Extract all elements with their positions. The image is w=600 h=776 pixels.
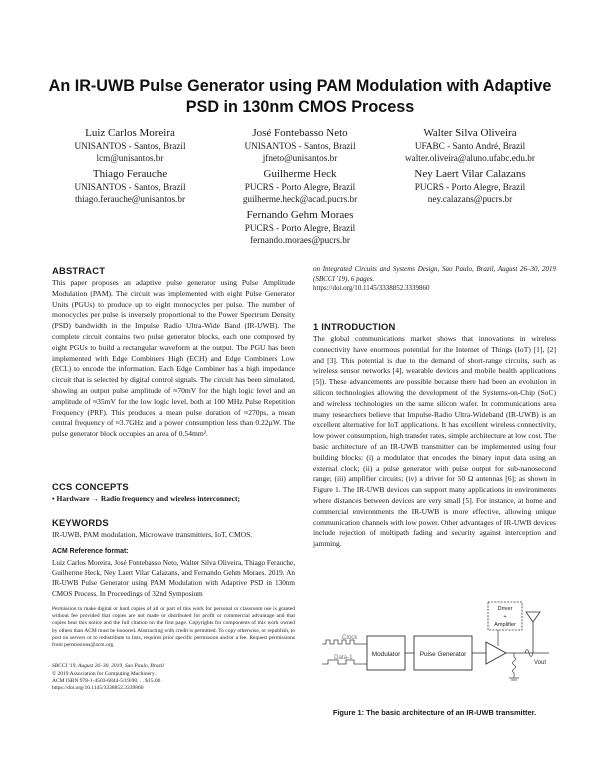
ccs-heading: CCS CONCEPTS (52, 481, 129, 492)
plus-label: + (503, 614, 507, 620)
author-name: Ney Laert Vilar Calazans (414, 168, 526, 180)
acm-ref-doi[interactable]: https://doi.org/10.1145/3338852.3339860 (313, 284, 430, 292)
permission-text: Permission to make digital or hard copies of all or part of this work for personal or classroom use is granted without fee provided that copies are not made or distributed for profit or commercial advantage and that copies bear this notice and the full citation on the first page. Copyrights for components of this work owned by others than ACM must be honored. Abstracting with credit is permitted. To copy otherwise, or republish, to post on servers or to redistribute to lists, requires prior specific permission and/or a fee. Request permissions from permissions@acm.org. (52, 606, 295, 649)
author-name: José Fontebasso Neto (252, 127, 348, 139)
modulator-label: Modulator (371, 651, 401, 658)
author-block (35, 167, 225, 205)
introduction-heading: 1 INTRODUCTION (313, 321, 396, 332)
data-label: Data-1 (334, 654, 353, 661)
author-email: jfneto@unisantos.br (262, 153, 338, 164)
paper-title: An IR-UWB Pulse Generator using PAM Modulation with Adaptive PSD in 130nm CMOS Process (48, 77, 552, 116)
inductor-coil (513, 653, 516, 678)
author-affiliation: PUCRS - Porto Alegre, Brazil (244, 182, 356, 192)
author-email: lcm@unisantos.br (96, 153, 164, 164)
author-affiliation: UNISANTOS - Santos, Brazil (244, 141, 356, 151)
author-block (375, 126, 565, 164)
clock-label: Clock (342, 634, 358, 641)
author-email: ney.calazans@pucrs.br (427, 194, 513, 205)
author-email: fernando.moraes@pucrs.br (250, 235, 350, 246)
author-affiliation: UNISANTOS - Santos, Brazil (74, 141, 186, 151)
acm-ref-heading: ACM Reference format: (52, 548, 129, 555)
pulse-generator-label: Pulse Generator (419, 651, 467, 658)
author-name: Guilherme Heck (263, 168, 337, 180)
author-affiliation: PUCRS - Porto Alegre, Brazil (244, 223, 356, 233)
author-name: Fernando Gehm Moraes (246, 209, 354, 221)
amplifier-label: Amplifier (494, 622, 516, 628)
abstract-text: This paper proposes an adaptive pulse generator using Pulse Amplitude Modulation (PAM). The circuit was implemented with eight Pulse Generator Units (PGUs) to produce up to eight monocycles per pulse. The number of monocycles per pulse is inversely proportional to the Power Spectrum Density (PSD) bandwidth in the Impulse Radio Ultra-Wide Band (IR-UWB). The complete circuit contains two pulse generator blocks, each one composed by eight PGUs to build a rectangular waveform at the output. The PGU has been implemented with Edge Combiners High (ECH) and Edge Combiners Low (ECL) to encode the information. Each Edge Combiner has a high impedance circuit that is selected by digital control signals. The circuit has been simulated, showing an output pulse amplitude of ≈70mV for the high logic level and an amplitude of ≈35mV for the low logic level, both at 100 MHz Pulse Repetition Frequency (PRF). This produces a mean pulse duration of ≈270ps, a mean central frequency of ≈3.7GHz and a power consumption less than 0.22µW. The pulse generator block occupies an area of 0.54mm². (52, 278, 295, 439)
figure-caption: Figure 1: The basic architecture of an IR-UWB transmitter. (332, 708, 537, 717)
author-name: Luiz Carlos Moreira (85, 127, 175, 139)
author-block (205, 208, 395, 246)
author-block (205, 126, 395, 164)
acm-ref-continued: on Integrated Circuits and Systems Design, Sao Paulo, Brazil, August 26–30, 2019 (SBCCI '19), 6 pages. (313, 265, 556, 283)
author-email: guilherme.heck@acad.pucrs.br (242, 194, 358, 205)
author-block (375, 167, 565, 205)
venue-line: SBCCI '19, August 26–30, 2019, Sao Paulo, Brazil (52, 663, 164, 669)
author-affiliation: UNISANTOS - Santos, Brazil (74, 182, 186, 192)
author-name: Thiago Ferauche (92, 168, 168, 180)
introduction-text: The global communications market shows that innovations in wireless connectivity have enormous potential for the Internet of Things (IoT) [1], [2] and [3]. This potential is due to the demand of short-range circuits, such as wireless sensor networks [4], wearable devices and mobile health applications [5]). These advancements are possible because there had been an evolution in silicon technologies allowing the development of the Systems-on-Chip (SoC) and wireless technologies on the same silicon wafer. In communications area many researchers believe that Impulse-Radio Ultra-Wideband (IR-UWB) is an excellent alternative for IoT applications. It has excellent wireless connectivity, low power consumption, high transfer rates, simple architecture at low cost. The basic architecture of an IR-UWB transmitter can be implemented using four building blocks: (i) a modulator that encodes the binary input data using an external clock; (ii) a pulse generator with pulse output for sub-nanosecond range; (iii) amplifier circuits; (iv) a driver for 50 Ω antennas [6]; as shown in Figure 1. The IR-UWB devices can support many applications in environments where distances between devices are very small [5]. For instance, at home and commercial environments the IR-UWB is more effective, allowing unique communication channels with low power. Other advantages of IR-UWB devices include rejection of multipath fading and security against interception and jamming. (313, 334, 556, 549)
isbn-line: ACM ISBN 978-1-4503-6844-5/19/08. . . $15.00 (52, 678, 161, 684)
keywords-text: IR-UWB, PAM modulation, Microwave transmitters, IoT, CMOS. (52, 530, 253, 539)
author-affiliation: UFABC - Santo André, Brazil (414, 141, 526, 151)
keywords-heading: KEYWORDS (52, 517, 109, 528)
ccs-text: • Hardware → Radio frequency and wireless interconnect; (52, 494, 241, 503)
author-email: thiago.ferauche@unisantos.br (75, 194, 185, 205)
driver-label: Driver (497, 606, 513, 612)
copyright-line: © 2019 Association for Computing Machinery. (52, 671, 156, 677)
author-affiliation: PUCRS - Porto Alegre, Brazil (414, 182, 526, 192)
vout-label: Vout (534, 660, 547, 666)
author-block (35, 126, 225, 164)
antenna-icon (526, 612, 540, 622)
figure-1-diagram (320, 596, 552, 714)
acm-ref-text: Luiz Carlos Moreira, José Fontebasso Neto, Walter Silva Oliveira, Thiago Ferauche, Guilherme Heck, Ney Laert Vilar Calazans, and Fernando Gehm Moraes. 2019. An IR-UWB Pulse Generator using PAM Modulation with Adaptive PSD in 130nm CMOS Process. In Proceedings of 32nd Symposium (52, 559, 295, 598)
author-block (205, 167, 395, 205)
author-name: Walter Silva Oliveira (423, 127, 517, 139)
doi-line: https://doi.org/10.1145/3338852.3339860 (52, 685, 144, 691)
amplifier-triangle (486, 642, 506, 664)
abstract-heading: ABSTRACT (52, 265, 106, 276)
author-email: walter.oliveira@aluno.ufabc.edu.br (405, 153, 535, 164)
